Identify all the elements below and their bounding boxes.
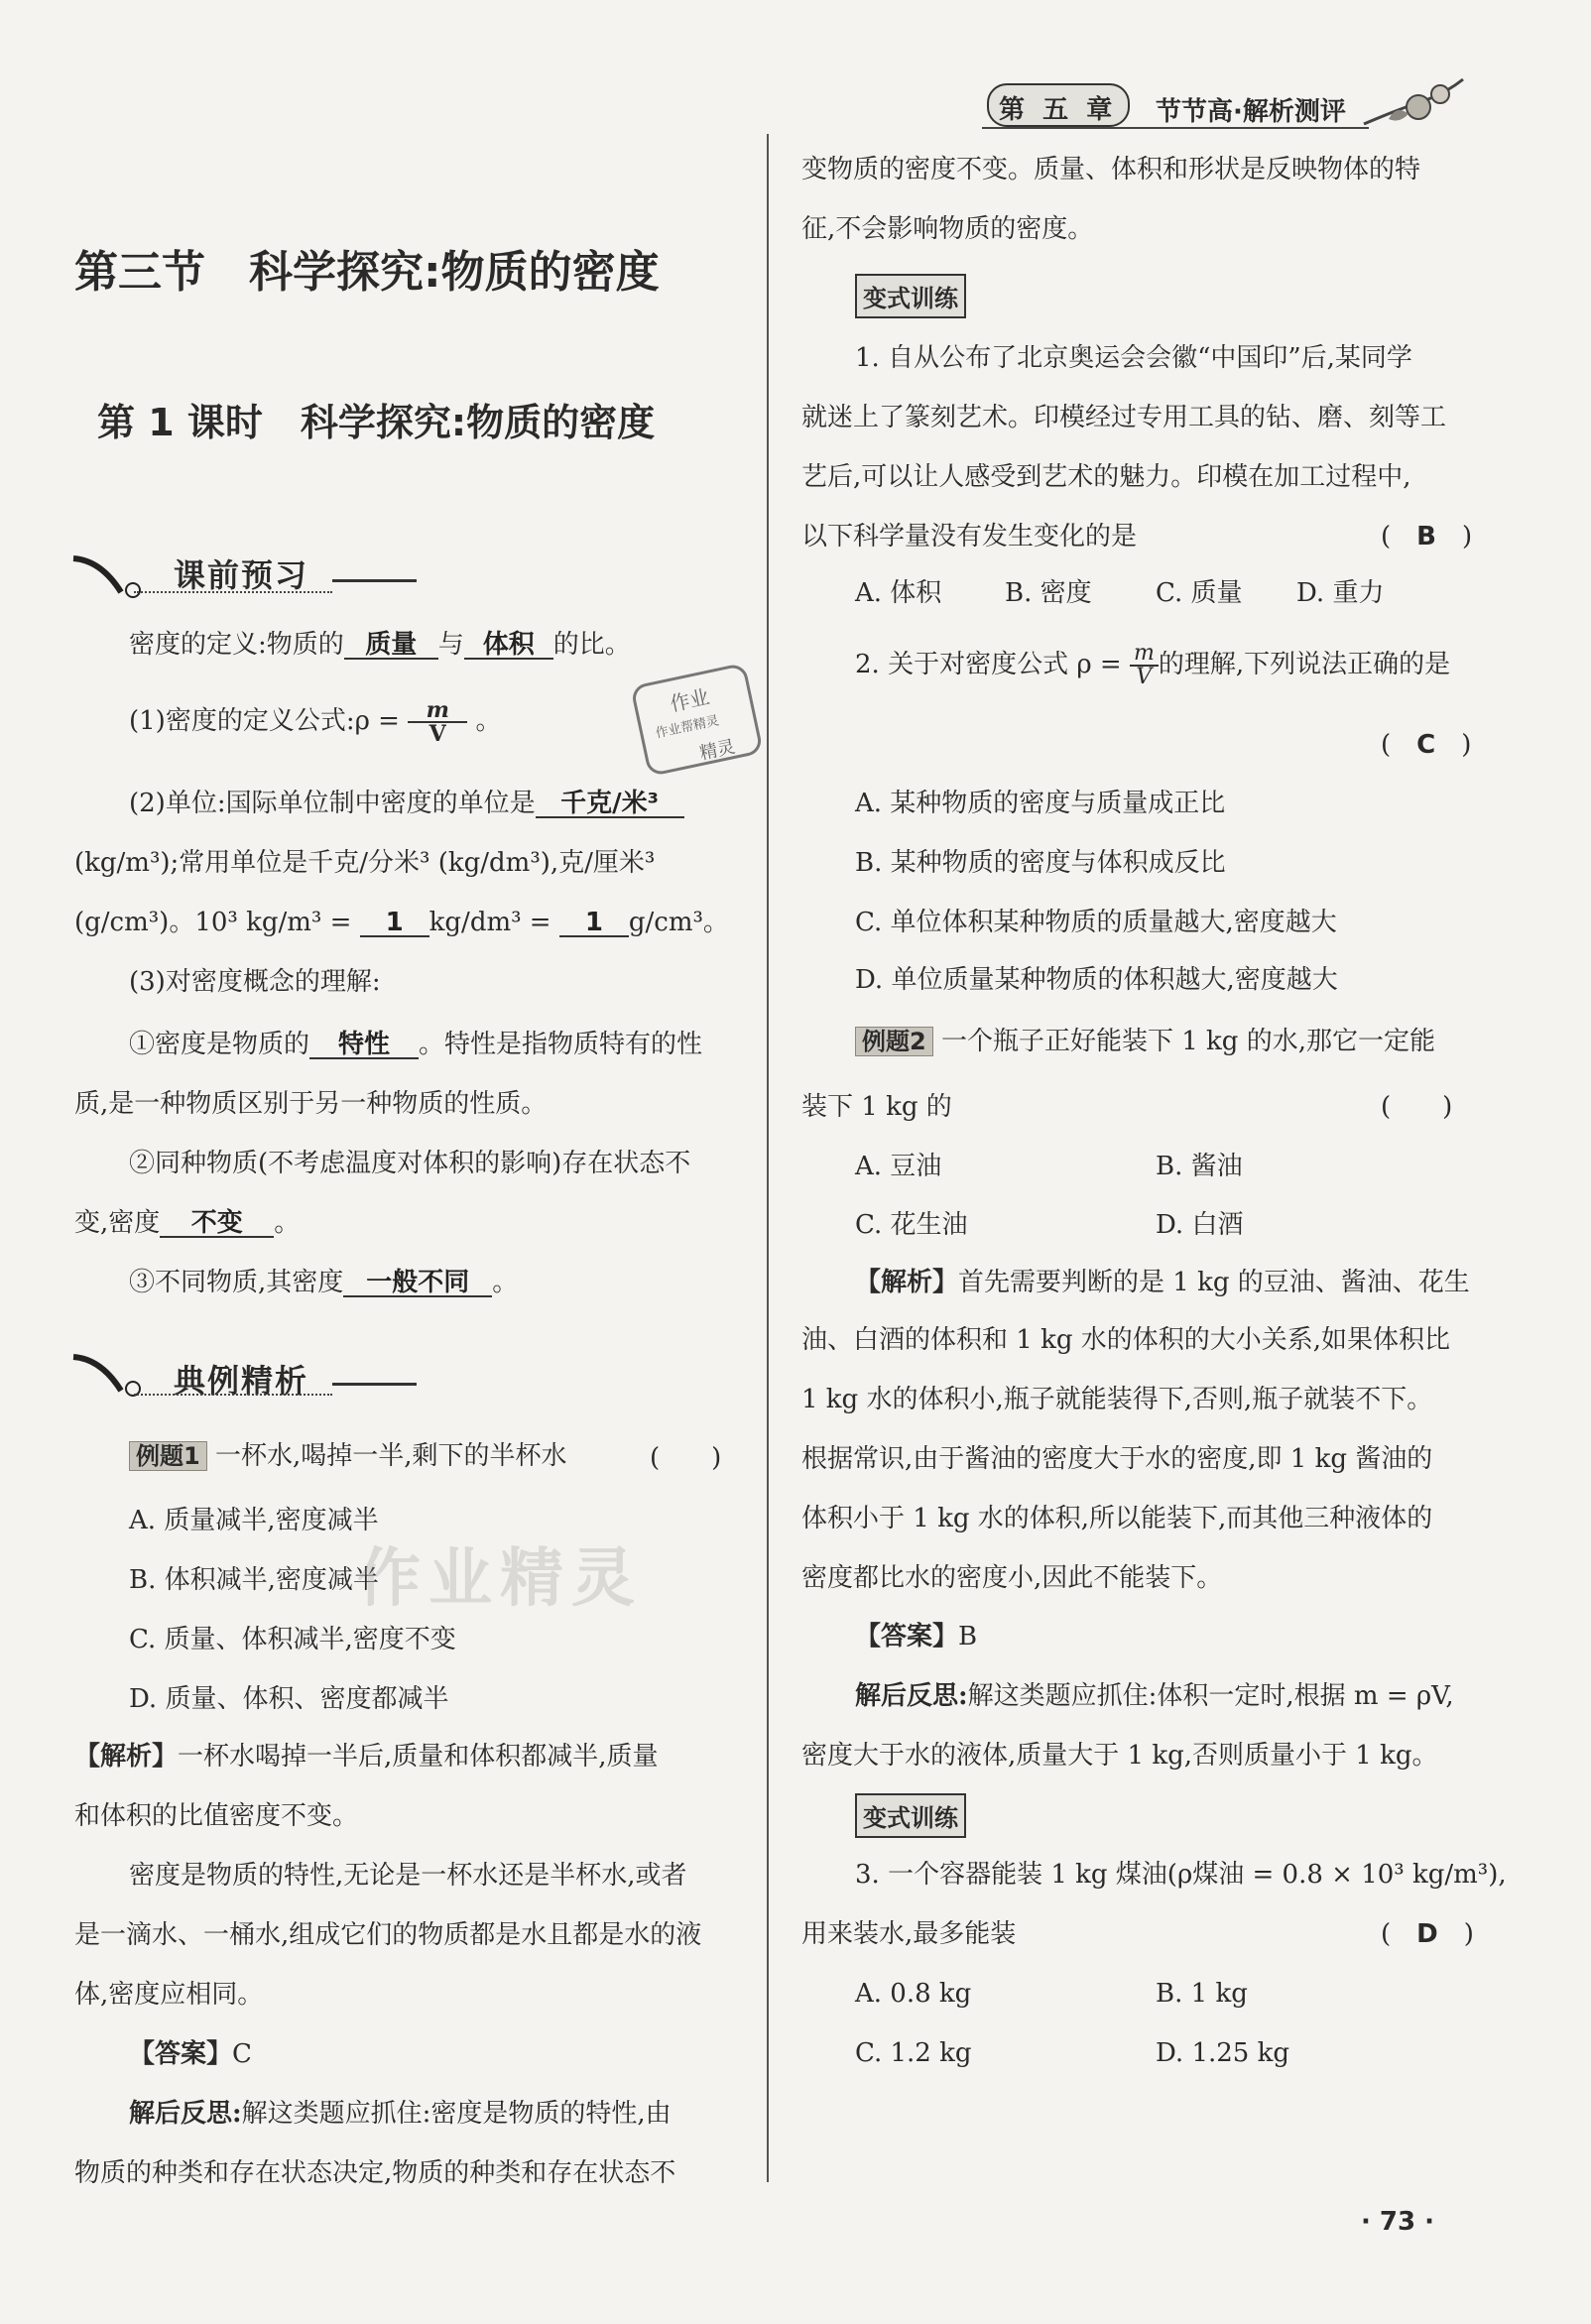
unit-line-2: (kg/m³);常用单位是千克/分米³ (kg/dm³),克/厘米³ [74, 848, 656, 878]
example-1-analysis-4: 是一滴水、一桶水,组成它们的物质都是水且都是水的液 [74, 1920, 702, 1950]
variant-q2-option-c: C. 单位体积某种物质的质量越大,密度越大 [855, 908, 1337, 937]
preview-dotline [134, 591, 332, 593]
variant-q2-option-a: A. 某种物质的密度与质量成正比 [855, 789, 1226, 818]
stamp-text-2: 作业帮精灵 [654, 713, 721, 742]
examples-rule [332, 1383, 417, 1386]
example-1-option-c: C. 质量、体积减半,密度不变 [129, 1625, 456, 1654]
example-1-option-b: B. 体积减半,密度减半 [129, 1565, 379, 1595]
variant-q1-option-c: C. 质量 [1156, 578, 1243, 608]
variant-q2-option-b: B. 某种物质的密度与体积成反比 [855, 848, 1226, 878]
example-1-option-a: A. 质量减半,密度减半 [129, 1506, 379, 1535]
section-title: 第三节 科学探究:物质的密度 [74, 247, 660, 298]
variant-q1-line3: 艺后,可以让人感受到艺术的魅力。印模在加工过程中, [801, 462, 1411, 492]
variant-q3-line1: 3. 一个容器能装 1 kg 煤油(ρ煤油 = 0.8 × 10³ kg/m³), [855, 1860, 1507, 1890]
example-1-reflection-4: 征,不会影响物质的密度。 [801, 214, 1094, 244]
example-2-analysis-5: 体积小于 1 kg 水的体积,所以能装下,而其他三种液体的 [801, 1504, 1433, 1533]
concept-3: ③不同物质,其密度 一般不同 。 [129, 1268, 519, 1297]
density-definition: 密度的定义:物质的 质量 与 体积 的比。 [129, 630, 631, 660]
variant-q1-option-b: B. 密度 [1005, 578, 1092, 608]
variant-q3-option-a: A. 0.8 kg [855, 1979, 972, 2009]
example-1-reflection-2: 物质的种类和存在状态决定,物质的种类和存在状态不 [74, 2158, 676, 2188]
column-divider [767, 134, 769, 2182]
stamp-text-1: 作业 [668, 684, 712, 716]
concept-1: ①密度是物质的 特性 。特性是指物质特有的性 [129, 1030, 703, 1059]
chapter-label: 第 五 章 [999, 95, 1113, 125]
header-rule [982, 127, 1369, 129]
swoosh-icon-2 [71, 1349, 151, 1399]
example-2-option-b: B. 酱油 [1156, 1152, 1243, 1181]
variant-q1-line2: 就迷上了篆刻艺术。印模经过专用工具的钻、磨、刻等工 [801, 403, 1447, 432]
variant-q2: 2. 关于对密度公式 ρ = $\frac{m}{V}$ 的理解,下列说法正确的是 [855, 641, 1451, 689]
page-number: · 73 · [1361, 2207, 1435, 2237]
example-2-answer: 【答案】B [855, 1622, 978, 1651]
preview-heading: 课前预习 [174, 556, 309, 594]
example-1-paren: ( ) [650, 1443, 722, 1473]
example-1-answer: 【答案】C [129, 2039, 252, 2069]
series-title: 节节高·解析测评 [1156, 97, 1346, 127]
example-1-option-d: D. 质量、体积、密度都减半 [129, 1684, 449, 1714]
example-1-analysis: 【解析】一杯水喝掉一半后,质量和体积都减半,质量 [74, 1742, 659, 1772]
example-2-question: 例题2 一个瓶子正好能装下 1 kg 的水,那它一定能 [855, 1027, 1435, 1056]
variant-q3-option-c: C. 1.2 kg [855, 2038, 972, 2068]
examples-heading: 典例精析 [174, 1362, 309, 1400]
variant-q1-option-a: A. 体积 [855, 578, 942, 608]
concept-1-cont: 质,是一种物质区别于另一种物质的性质。 [74, 1089, 548, 1119]
example-1-analysis-3: 密度是物质的特性,无论是一杯水还是半杯水,或者 [129, 1861, 687, 1891]
example-2-analysis-2: 油、白酒的体积和 1 kg 水的体积的大小关系,如果体积比 [801, 1325, 1450, 1355]
concept-2-cont: 变,密度 不变 。 [74, 1208, 301, 1238]
example-1-analysis-2: 和体积的比值密度不变。 [74, 1801, 359, 1831]
example-1-reflection: 解后反思:解这类题应抓住:密度是物质的特性,由 [129, 2099, 672, 2129]
variant-q1-line1: 1. 自从公布了北京奥运会会徽“中国印”后,某同学 [855, 343, 1412, 373]
variant-q3-line2: 用来装水,最多能装 [801, 1919, 1017, 1949]
example-1-analysis-5: 体,密度应相同。 [74, 1980, 264, 2010]
unit-line-3: (g/cm³)。10³ kg/m³ = 1 kg/dm³ = 1 g/cm³。 [74, 908, 729, 937]
example-2-option-c: C. 花生油 [855, 1210, 968, 1240]
lesson-title: 第 1 课时 科学探究:物质的密度 [97, 401, 656, 444]
stamp-text-3: 精灵 [697, 736, 738, 765]
concept-2: ②同种物质(不考虑温度对体积的影响)存在状态不 [129, 1149, 691, 1178]
variant-q2-answer: ( C ) [1381, 730, 1472, 760]
variant-label-2: 变式训练 [855, 1793, 966, 1838]
variant-q1-line4: 以下科学量没有发生变化的是 [801, 522, 1138, 551]
example-2-question-2: 装下 1 kg 的 [801, 1092, 952, 1122]
example-2-option-d: D. 白酒 [1156, 1210, 1244, 1240]
example-2-analysis-3: 1 kg 水的体积小,瓶子就能装得下,否则,瓶子就装不下。 [801, 1385, 1433, 1414]
concept-heading: (3)对密度概念的理解: [129, 967, 381, 997]
example-2-paren: ( ) [1381, 1092, 1453, 1122]
variant-label-1: 变式训练 [855, 274, 966, 318]
example-2-reflection: 解后反思:解这类题应抓住:体积一定时,根据 m = ρV, [855, 1681, 1454, 1711]
variant-q3-option-d: D. 1.25 kg [1156, 2038, 1290, 2068]
unit-line-1: (2)单位:国际单位制中密度的单位是 千克/米³ [129, 791, 684, 818]
example-2-analysis: 【解析】首先需要判断的是 1 kg 的豆油、酱油、花生 [855, 1268, 1470, 1297]
variant-q1-option-d: D. 重力 [1296, 578, 1385, 608]
variant-q3-answer: ( D ) [1381, 1919, 1474, 1949]
variant-q2-option-d: D. 单位质量某种物质的体积越大,密度越大 [855, 965, 1338, 995]
example-2-reflection-2: 密度大于水的液体,质量大于 1 kg,否则质量小于 1 kg。 [801, 1741, 1438, 1771]
definition-formula: (1)密度的定义公式:ρ = $\frac{m}{V}$ 。 [129, 697, 502, 747]
preview-rule [332, 579, 417, 582]
example-2-option-a: A. 豆油 [855, 1152, 942, 1181]
example-2-analysis-6: 密度都比水的密度小,因此不能装下。 [801, 1563, 1223, 1593]
flower-ornament-icon [1359, 69, 1468, 139]
watermark: 作业精灵 [357, 1542, 643, 1616]
example-2-analysis-4: 根据常识,由于酱油的密度大于水的密度,即 1 kg 酱油的 [801, 1444, 1433, 1474]
example-1-reflection-3: 变物质的密度不变。质量、体积和形状是反映物体的特 [801, 155, 1421, 184]
example-1-question: 例题1 一杯水,喝掉一半,剩下的半杯水 [129, 1441, 567, 1471]
variant-q3-option-b: B. 1 kg [1156, 1979, 1248, 2009]
variant-q1-answer: ( B ) [1381, 522, 1473, 551]
examples-dotline [134, 1394, 332, 1396]
